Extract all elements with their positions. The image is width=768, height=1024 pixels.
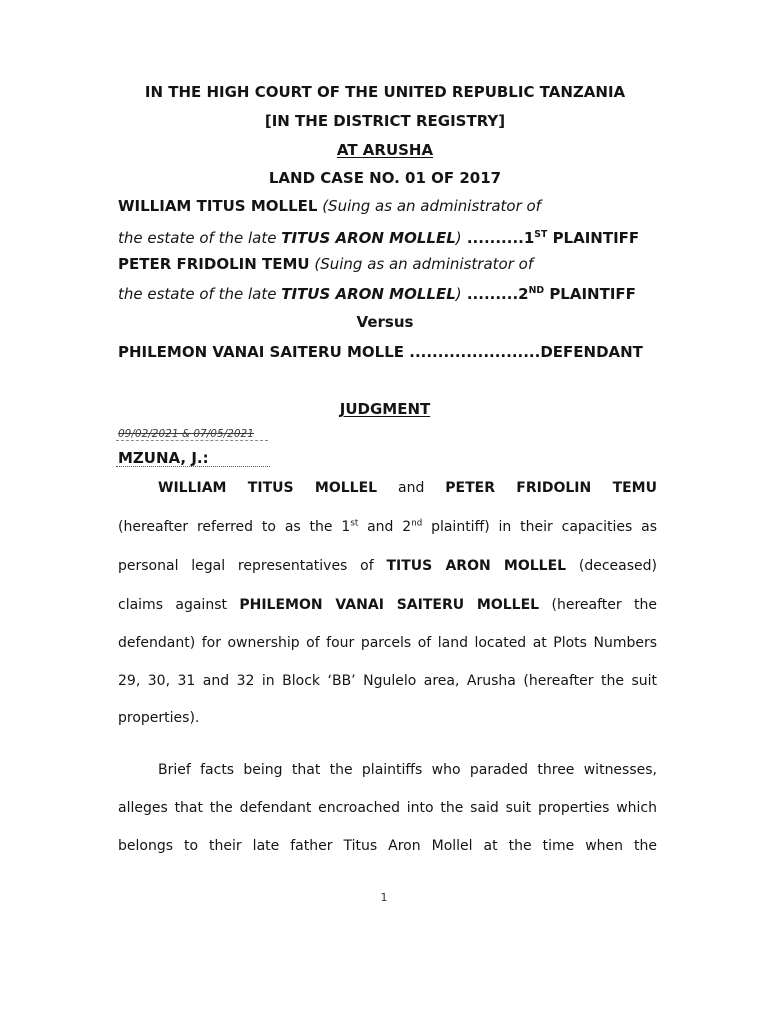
- defendant-label: DEFENDANT: [540, 343, 643, 361]
- deceased-name-ref: TITUS ARON MOLLEL: [386, 558, 567, 574]
- plaintiff-2-name: PETER FRIDOLIN TEMU: [118, 255, 310, 273]
- plaintiff-2-close-paren: ): [455, 285, 462, 303]
- plaintiff-2-deceased-name: TITUS ARON MOLLEL: [281, 285, 456, 303]
- judgment-title: JUDGMENT: [339, 400, 431, 418]
- plaintiff-2-name-ref: PETER FRIDOLIN TEMU: [445, 480, 657, 496]
- plaintiff-1-estate-text: the estate of the late: [118, 229, 282, 247]
- para-1-line-2: [118, 517, 657, 537]
- versus-label: Versus: [356, 313, 414, 331]
- ordinal-suffix: nd: [411, 518, 423, 529]
- registry-title: [IN THE DISTRICT REGISTRY]: [264, 112, 506, 130]
- plaintiff-1-name-ref: WILLIAM TITUS MOLLEL: [158, 480, 378, 496]
- plaintiff-2-line-2: [118, 284, 636, 304]
- para-1-line-7: properties).: [118, 710, 200, 726]
- para-1-line-5: defendant) for ownership of four parcels of land located at Plots Numbers: [118, 635, 657, 651]
- plaintiff-1-deceased-name: TITUS ARON MOLLEL: [281, 229, 456, 247]
- plaintiff-1-close-paren: ): [455, 229, 462, 247]
- text-segment: plaintiff) in their capacities as: [422, 519, 657, 535]
- location-title: AT ARUSHA: [336, 141, 434, 159]
- plaintiff-2-dots: .........: [461, 285, 519, 303]
- para-1-line-1: [158, 478, 657, 498]
- defendant-name: PHILEMON VANAI SAITERU MOLLE: [118, 343, 405, 361]
- text-segment: and 2: [358, 519, 412, 535]
- text-segment: (hereafter the: [539, 597, 657, 613]
- plaintiff-1-line-1: [118, 196, 541, 216]
- para-1-line-3: [118, 556, 657, 576]
- para-2-line-3: belongs to their late father Titus Aron Mollel at the time when the: [118, 838, 657, 854]
- text-segment: claims against: [118, 597, 240, 613]
- para-1-line-6: 29, 30, 31 and 32 in Block ‘BB’ Ngulelo area, Arusha (hereafter the suit: [118, 673, 657, 689]
- page-number: 1: [380, 891, 388, 904]
- judge-name: MZUNA, J.:: [118, 449, 209, 467]
- case-number: LAND CASE NO. 01 OF 2017: [268, 169, 502, 187]
- defendant-dots: .......................: [404, 343, 541, 361]
- plaintiff-2-line-1: [118, 254, 533, 274]
- plaintiff-1-name: WILLIAM TITUS MOLLEL: [118, 197, 318, 215]
- para-1-line-4: [118, 595, 657, 615]
- text-segment: (deceased): [566, 558, 657, 574]
- para-2-line-2: alleges that the defendant encroached into the said suit properties which: [118, 800, 657, 816]
- hearing-dates: 09/02/2021 & 07/05/2021: [118, 428, 254, 440]
- text-segment: (hereafter referred to as the 1: [118, 519, 351, 535]
- plaintiff-2-label: PLAINTIFF: [544, 285, 636, 303]
- plaintiff-1-ordinal: 1: [523, 229, 535, 247]
- dates-rule: [116, 440, 268, 441]
- ordinal-suffix: st: [350, 518, 359, 529]
- plaintiff-2-role: (Suing as an administrator of: [309, 255, 534, 273]
- para-2-line-1: Brief facts being that the plaintiffs who paraded three witnesses,: [158, 762, 657, 778]
- plaintiff-1-label: PLAINTIFF: [547, 229, 640, 247]
- plaintiff-1-ordinal-suffix: ST: [534, 229, 548, 240]
- plaintiff-1-role: (Suing as an administrator of: [317, 197, 541, 215]
- plaintiff-2-ordinal: 2: [518, 285, 529, 303]
- conjunction: and: [377, 480, 446, 496]
- plaintiff-1-dots: ..........: [461, 229, 524, 247]
- defendant-line: [118, 342, 643, 362]
- plaintiff-1-line-2: [118, 228, 639, 248]
- court-title: IN THE HIGH COURT OF THE UNITED REPUBLIC TANZANIA: [144, 83, 626, 101]
- plaintiff-2-estate-text: the estate of the late: [118, 285, 282, 303]
- text-segment: personal legal representatives of: [118, 558, 387, 574]
- defendant-name-ref: PHILEMON VANAI SAITERU MOLLEL: [239, 597, 540, 613]
- plaintiff-2-ordinal-suffix: ND: [528, 285, 545, 296]
- judge-underline: [116, 466, 270, 467]
